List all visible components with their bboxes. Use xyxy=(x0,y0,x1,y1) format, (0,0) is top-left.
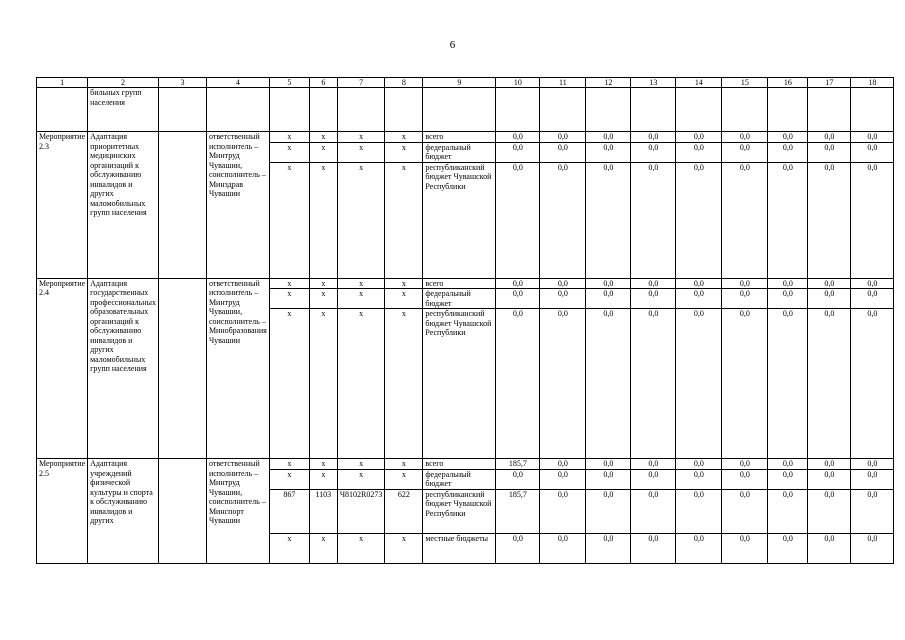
amount-cell: 0,0 xyxy=(768,489,808,533)
amount-cell: 0,0 xyxy=(851,289,894,309)
empty-cell xyxy=(158,278,206,459)
funding-source-cell: всего xyxy=(423,459,496,470)
code-cell: x xyxy=(337,278,385,289)
amount-cell: 0,0 xyxy=(808,142,851,162)
amount-cell: 0,0 xyxy=(676,459,722,470)
amount-cell: 0,0 xyxy=(631,162,676,278)
column-number-15: 15 xyxy=(722,78,768,88)
funding-source-cell: республиканский бюджет Чувашской Республики xyxy=(423,162,496,278)
column-number-3: 3 xyxy=(158,78,206,88)
code-cell: 867 xyxy=(269,489,309,533)
amount-cell: 0,0 xyxy=(851,459,894,470)
amount-cell: 0,0 xyxy=(586,132,631,143)
amount-cell: 0,0 xyxy=(808,289,851,309)
amount-cell: 0,0 xyxy=(676,142,722,162)
amount-cell: 0,0 xyxy=(722,278,768,289)
amount-cell: 0,0 xyxy=(722,489,768,533)
amount-cell: 0,0 xyxy=(768,533,808,563)
code-cell: x xyxy=(309,459,337,470)
amount-cell: 0,0 xyxy=(540,489,586,533)
page-number: 6 xyxy=(449,39,456,51)
column-number-4: 4 xyxy=(206,78,269,88)
code-cell: x xyxy=(269,533,309,563)
table-row xyxy=(37,278,894,289)
amount-cell: 0,0 xyxy=(768,142,808,162)
amount-cell: 0,0 xyxy=(722,132,768,143)
column-number-10: 10 xyxy=(496,78,540,88)
executor-cell: ответственный исполнитель – Минтруд Чувашии, соисполнитель – Минздрав Чувашии xyxy=(206,132,269,279)
code-cell: x xyxy=(269,132,309,143)
amount-cell: 0,0 xyxy=(586,533,631,563)
executor-cell: ответственный исполнитель – Минтруд Чувашии, соисполнитель – Минобразования Чувашии xyxy=(206,278,269,459)
code-cell: x xyxy=(385,142,423,162)
column-number-6: 6 xyxy=(309,78,337,88)
amount-cell: 0,0 xyxy=(631,289,676,309)
amount-cell: 0,0 xyxy=(851,469,894,489)
amount-cell: 0,0 xyxy=(540,459,586,470)
measure-id-cell: Мероприятие 2.5 xyxy=(37,459,88,564)
code-cell: x xyxy=(309,162,337,278)
amount-cell: 0,0 xyxy=(851,309,894,459)
code-cell: x xyxy=(309,132,337,143)
amount-cell: 0,0 xyxy=(808,278,851,289)
amount-cell: 0,0 xyxy=(496,132,540,143)
code-cell: x xyxy=(337,132,385,143)
column-number-18: 18 xyxy=(851,78,894,88)
amount-cell: 185,7 xyxy=(496,459,540,470)
amount-cell: 0,0 xyxy=(676,309,722,459)
column-number-11: 11 xyxy=(540,78,586,88)
amount-cell: 0,0 xyxy=(496,278,540,289)
amount-cell: 0,0 xyxy=(631,278,676,289)
amount-cell: 0,0 xyxy=(722,459,768,470)
amount-cell: 0,0 xyxy=(851,489,894,533)
amount-cell: 0,0 xyxy=(676,132,722,143)
empty-cell xyxy=(158,459,206,564)
amount-cell: 0,0 xyxy=(768,132,808,143)
measure-id-cell: Мероприятие 2.3 xyxy=(37,132,88,279)
amount-cell: 0,0 xyxy=(496,289,540,309)
amount-cell: 0,0 xyxy=(540,132,586,143)
code-cell: x xyxy=(337,289,385,309)
code-cell: x xyxy=(385,309,423,459)
code-cell: x xyxy=(385,533,423,563)
amount-cell: 0,0 xyxy=(851,142,894,162)
amount-cell: 0,0 xyxy=(586,142,631,162)
amount-cell: 0,0 xyxy=(851,162,894,278)
measure-title-cell: Адаптация учреждений физической культуры и спорта к обслуживанию инвалидов и других xyxy=(88,459,159,564)
amount-cell: 0,0 xyxy=(768,278,808,289)
column-number-13: 13 xyxy=(631,78,676,88)
amount-cell: 0,0 xyxy=(676,278,722,289)
amount-cell: 0,0 xyxy=(586,278,631,289)
code-cell: x xyxy=(269,459,309,470)
measure-title-cell: Адаптация государственных профессиональных образовательных организаций к обслуживанию инвалидов и других маломобильных групп населения xyxy=(88,278,159,459)
amount-cell: 0,0 xyxy=(722,142,768,162)
code-cell: x xyxy=(269,289,309,309)
executor-cell: ответственный исполнитель – Минтруд Чувашии, соисполнитель – Минспорт Чувашии xyxy=(206,459,269,564)
code-cell: x xyxy=(309,142,337,162)
amount-cell: 0,0 xyxy=(808,533,851,563)
amount-cell: 0,0 xyxy=(851,278,894,289)
code-cell: x xyxy=(309,289,337,309)
code-cell: x xyxy=(337,162,385,278)
funding-source-cell: местные бюджеты xyxy=(423,533,496,563)
code-cell: x xyxy=(385,289,423,309)
code-cell: Ч8102R0273 xyxy=(337,489,385,533)
code-cell: x xyxy=(309,469,337,489)
amount-cell: 0,0 xyxy=(676,469,722,489)
column-number-14: 14 xyxy=(676,78,722,88)
amount-cell: 0,0 xyxy=(586,489,631,533)
amount-cell: 0,0 xyxy=(496,533,540,563)
amount-cell: 0,0 xyxy=(851,132,894,143)
amount-cell: 0,0 xyxy=(540,289,586,309)
amount-cell: 0,0 xyxy=(768,162,808,278)
amount-cell: 0,0 xyxy=(722,533,768,563)
column-number-1: 1 xyxy=(37,78,88,88)
amount-cell: 0,0 xyxy=(631,132,676,143)
column-number-5: 5 xyxy=(269,78,309,88)
amount-cell: 0,0 xyxy=(722,469,768,489)
amount-cell: 0,0 xyxy=(631,459,676,470)
code-cell: x xyxy=(309,278,337,289)
code-cell: x xyxy=(337,459,385,470)
code-cell: 1103 xyxy=(309,489,337,533)
table-row xyxy=(37,459,894,470)
amount-cell: 0,0 xyxy=(768,289,808,309)
amount-cell: 0,0 xyxy=(808,162,851,278)
code-cell: x xyxy=(269,309,309,459)
funding-source-cell: федеральный бюджет xyxy=(423,142,496,162)
amount-cell: 0,0 xyxy=(586,459,631,470)
column-number-7: 7 xyxy=(337,78,385,88)
continuation-row xyxy=(37,88,894,132)
code-cell: x xyxy=(337,469,385,489)
column-number-row xyxy=(37,78,894,88)
amount-cell: 0,0 xyxy=(768,469,808,489)
table-row xyxy=(37,132,894,143)
code-cell: x xyxy=(309,309,337,459)
amount-cell: 0,0 xyxy=(631,142,676,162)
amount-cell: 0,0 xyxy=(586,289,631,309)
amount-cell: 0,0 xyxy=(768,459,808,470)
amount-cell: 0,0 xyxy=(808,459,851,470)
funding-source-cell: республиканский бюджет Чувашской Республики xyxy=(423,489,496,533)
table-body xyxy=(37,78,894,564)
code-cell: x xyxy=(269,142,309,162)
amount-cell: 0,0 xyxy=(722,289,768,309)
funding-source-cell: республиканский бюджет Чувашской Республики xyxy=(423,309,496,459)
amount-cell: 0,0 xyxy=(676,162,722,278)
funding-source-cell: федеральный бюджет xyxy=(423,289,496,309)
amount-cell: 0,0 xyxy=(496,162,540,278)
empty-cell xyxy=(158,132,206,279)
amount-cell: 0,0 xyxy=(496,469,540,489)
column-number-17: 17 xyxy=(808,78,851,88)
amount-cell: 0,0 xyxy=(768,309,808,459)
amount-cell: 0,0 xyxy=(540,533,586,563)
amount-cell: 0,0 xyxy=(631,489,676,533)
column-number-8: 8 xyxy=(385,78,423,88)
amount-cell: 0,0 xyxy=(540,469,586,489)
code-cell: x xyxy=(337,142,385,162)
amount-cell: 0,0 xyxy=(586,469,631,489)
measure-title-cell: Адаптация приоритетных медицинских организаций к обслуживанию инвалидов и других маломобильных групп населения xyxy=(88,132,159,279)
amount-cell: 0,0 xyxy=(540,309,586,459)
code-cell: x xyxy=(385,132,423,143)
funding-source-cell: федеральный бюджет xyxy=(423,469,496,489)
funding-source-cell: всего xyxy=(423,132,496,143)
funding-source-cell: всего xyxy=(423,278,496,289)
amount-cell: 0,0 xyxy=(540,278,586,289)
code-cell: x xyxy=(385,162,423,278)
amount-cell: 0,0 xyxy=(586,162,631,278)
amount-cell: 0,0 xyxy=(808,132,851,143)
amount-cell: 0,0 xyxy=(722,309,768,459)
code-cell: x xyxy=(385,469,423,489)
amount-cell: 0,0 xyxy=(496,142,540,162)
column-number-12: 12 xyxy=(586,78,631,88)
column-number-9: 9 xyxy=(423,78,496,88)
code-cell: x xyxy=(309,533,337,563)
amount-cell: 0,0 xyxy=(676,289,722,309)
amount-cell: 0,0 xyxy=(631,309,676,459)
column-number-16: 16 xyxy=(768,78,808,88)
amount-cell: 0,0 xyxy=(676,489,722,533)
amount-cell: 185,7 xyxy=(496,489,540,533)
amount-cell: 0,0 xyxy=(540,162,586,278)
budget-table xyxy=(36,77,894,564)
continuation-cell: бильных групп населения xyxy=(88,88,159,132)
amount-cell: 0,0 xyxy=(851,533,894,563)
code-cell: x xyxy=(385,459,423,470)
code-cell: x xyxy=(337,533,385,563)
measure-id-cell: Мероприятие 2.4 xyxy=(37,278,88,459)
amount-cell: 0,0 xyxy=(586,309,631,459)
amount-cell: 0,0 xyxy=(631,533,676,563)
code-cell: x xyxy=(269,278,309,289)
code-cell: x xyxy=(385,278,423,289)
amount-cell: 0,0 xyxy=(722,162,768,278)
code-cell: x xyxy=(269,469,309,489)
amount-cell: 0,0 xyxy=(808,309,851,459)
amount-cell: 0,0 xyxy=(540,142,586,162)
amount-cell: 0,0 xyxy=(808,489,851,533)
amount-cell: 0,0 xyxy=(631,469,676,489)
code-cell: x xyxy=(337,309,385,459)
amount-cell: 0,0 xyxy=(496,309,540,459)
amount-cell: 0,0 xyxy=(676,533,722,563)
amount-cell: 0,0 xyxy=(808,469,851,489)
column-number-2: 2 xyxy=(88,78,159,88)
code-cell: 622 xyxy=(385,489,423,533)
code-cell: x xyxy=(269,162,309,278)
